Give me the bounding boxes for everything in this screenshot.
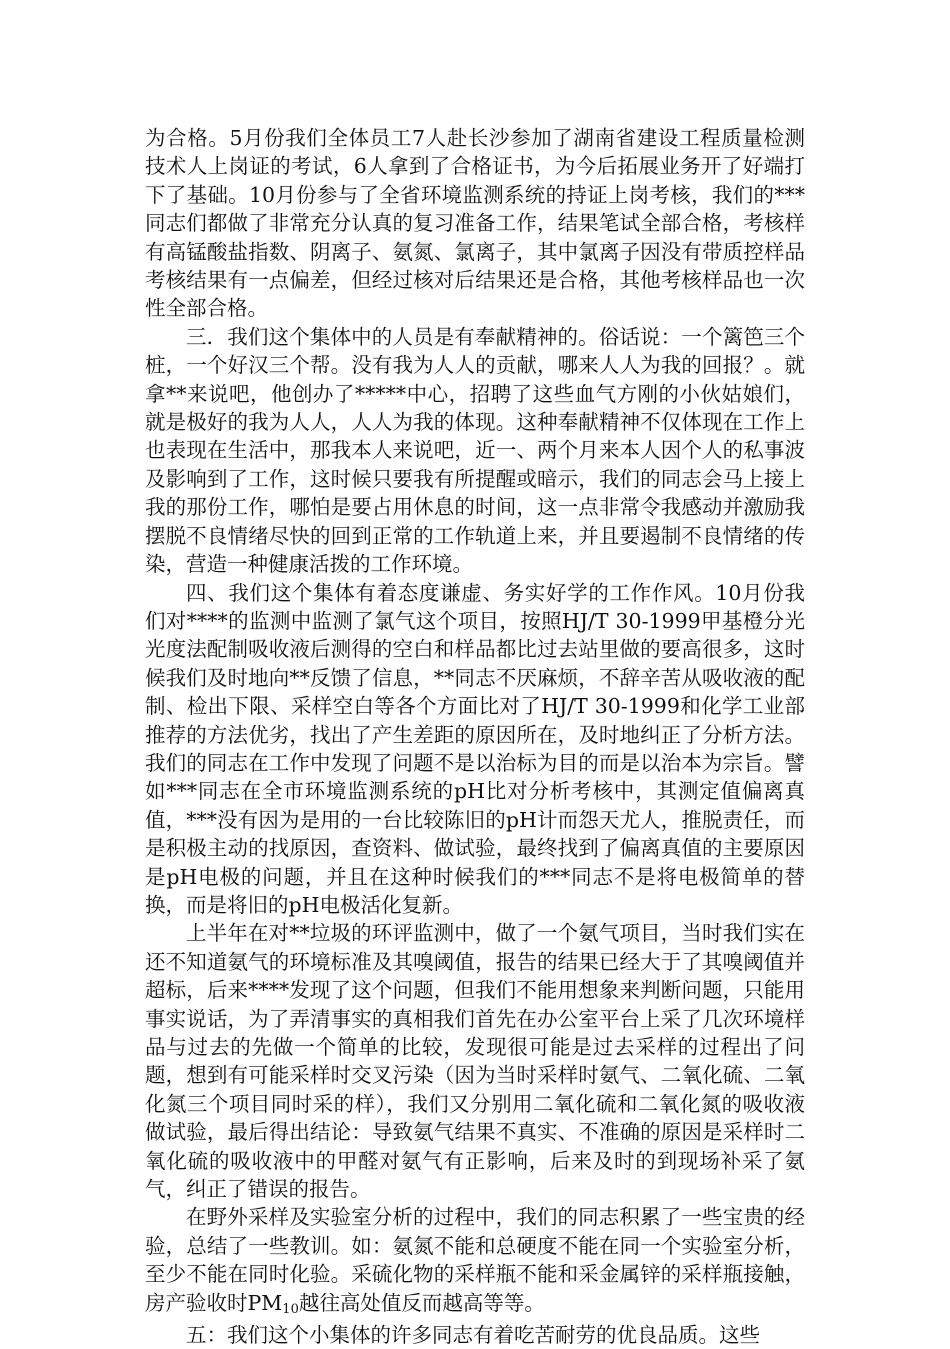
paragraph-experience-text: 在野外采样及实验室分析的过程中，我们的同志积累了一些宝贵的经验，总结了一些教训。如：氨氮不能和总硬度不能在同一个实验室分析，至少不能在同时化验。采硫化物的采样瓶不能和采金属锌的采样瓶接触，房产验收时PM (145, 1205, 805, 1315)
paragraph-work-style: 四、我们这个集体有着态度谦虚、务实好学的工作作风。10月份我们对****的监测中监测了氯气这个项目，按照HJ/T 30-1999甲基橙分光光度法配制吸收液后测得的空白和样品都比过去站里做的要高很多，这时候我们及时地向**反馈了信息，**同志不厌麻烦，不辞辛苦从吸收液的配制、检出下限、采样空白等各个方面比对了HJ/T 30-1999和化学工业部推荐的方法优劣，找出了产生差距的原因所在，及时地纠正了分析方法。我们的同志在工作中发现了问题不是以治标为目的而是以治本为宗旨。譬如***同志在全市环境监测系统的pH比对分析考核中，其测定值偏离真值，***没有因为是用的一台比较陈旧的pH计而怨天尤人，推脱责任，而是积极主动的找原因，查资料、做试验，最终找到了偏离真值的主要原因是pH电极的问题，并且在这种时候我们的***同志不是将电极简单的替换，而是将旧的pH电极活化复新。 (145, 580, 805, 917)
document-body (145, 124, 805, 1349)
paragraph-hardworking: 五：我们这个小集体的许多同志有着吃苦耐劳的优良品质。这些 (186, 1323, 760, 1348)
paragraph-experience-text-end: 越往高处值反而越高等等。 (298, 1290, 545, 1315)
paragraph-ammonia-monitoring: 上半年在对**垃圾的环评监测中，做了一个氨气项目，当时我们实在还不知道氨气的环境标准及其嗅阈值，报告的结果已经大于了其嗅阈值并超标，后来****发现了这个问题，但我们不能用想象来判断问题，只能用事实说话，为了弄清事实的真相我们首先在办公室平台上采了几次环境样品与过去的先做一个简单的比较，发现很可能是过去采样的过程出了问题，想到有可能采样时交叉污染（因为当时采样时氨气、二氧化硫、二氧化氮三个项目同时采的样），我们又分别用二氧化硫和二氧化氮的吸收液做试验，最后得出结论：导致氨气结果不真实、不准确的原因是采样时二氧化硫的吸收液中的甲醛对氨气有正影响，后来及时的到现场补采了氨气，纠正了错误的报告。 (145, 921, 805, 1202)
paragraph-dedication: 三．我们这个集体中的人员是有奉献精神的。俗话说：一个篱笆三个桩，一个好汉三个帮。没有我为人人的贡献，哪来人人为我的回报？。就拿**来说吧，他创办了*****中心，招聘了这些血气方刚的小伙姑娘们，就是极好的我为人人，人人为我的体现。这种奉献精神不仅体现在工作上也表现在生活中，那我本人来说吧，近一、两个月来本人因个人的私事波及影响到了工作，这时候只要我有所提醒或暗示，我们的同志会马上接上我的那份工作，哪怕是要占用休息的时间，这一点非常令我感动并激励我摆脱不良情绪尽快的回到正常的工作轨道上来，并且要遏制不良情绪的传染，营造一种健康活拨的工作环境。 (145, 324, 805, 577)
paragraph-experience (145, 1203, 805, 1321)
pm-subscript: 10 (282, 1301, 299, 1317)
paragraph-exam-results: 为合格。5月份我们全体员工7人赴长沙参加了湖南省建设工程质量检测技术人上岗证的考试，6人拿到了合格证书，为今后拓展业务开了好端打下了基础。10月份参与了全省环境监测系统的持证上岗考核，我们的***同志们都做了非常充分认真的复习准备工作，结果笔试全部合格，考核样有高锰酸盐指数、阴离子、氨氮、氯离子，其中氯离子因没有带质控样品考核结果有一点偏差，但经过核对后结果还是合格，其他考核样品也一次性全部合格。 (145, 126, 805, 321)
